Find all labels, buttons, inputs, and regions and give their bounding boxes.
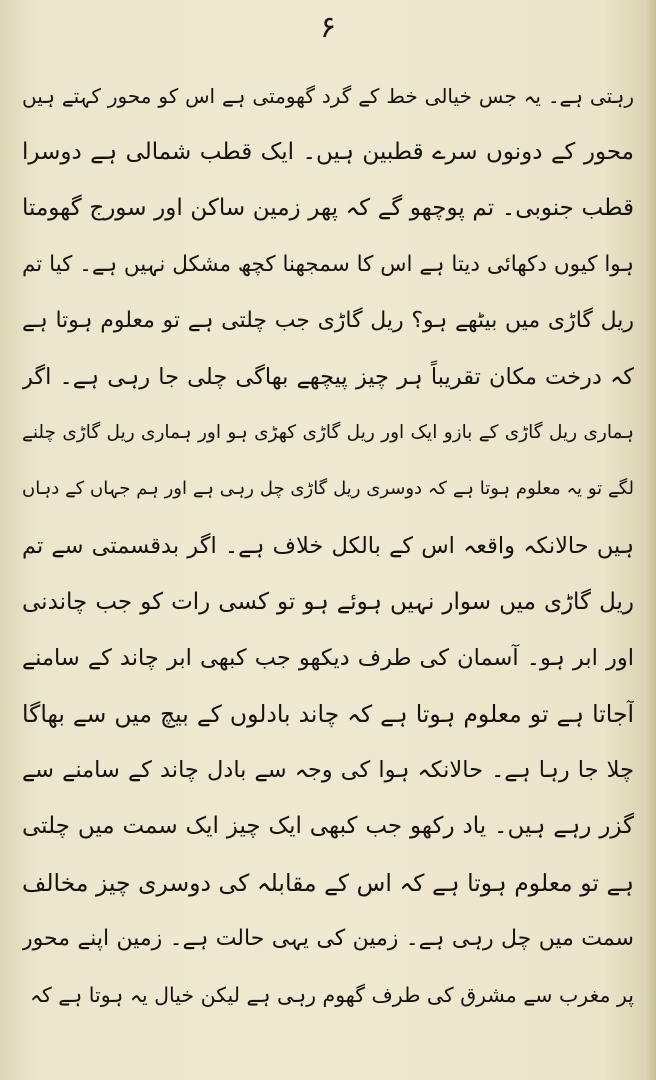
text-line: رہتی ہے۔ یہ جس خیالی خط کے گرد گھومتی ہے اس کو محور کہتے ہیں <box>22 84 634 108</box>
page-edge-shadow <box>646 0 656 1080</box>
text-line: محور کے دونوں سرے قطبین ہیں۔ ایک قطب شمالی ہے دوسرا <box>22 139 634 166</box>
text-line: ہماری ریل گاڑی کے بازو ایک اور ریل گاڑی کھڑی ہو اور ہماری ریل گاڑی چلنے <box>22 422 634 444</box>
text-line: ریل گاڑی میں بیٹھے ہو؟ ریل گاڑی جب چلتی ہے تو معلوم ہوتا ہے <box>22 307 634 333</box>
text-line: آجاتا ہے تو معلوم ہوتا ہے کہ چاند بادلوں کے بیچ میں سے بھاگا <box>22 700 634 729</box>
text-line: ہوا کیوں دکھائی دیتا ہے اس کا سمجھنا کچھ مشکل نہیں ہے۔ کیا تم <box>22 251 634 277</box>
text-line: سمت میں چل رہی ہے۔ زمین کی یہی حالت ہے۔ زمین اپنے محور <box>22 925 634 951</box>
body-text <box>22 68 634 1023</box>
text-line: ہے تو معلوم ہوتا ہے کہ اس کے مقابلہ کی دوسری چیز مخالف <box>22 868 634 897</box>
text-line: قطب جنوبی۔ تم پوچھو گے کہ پھر زمین ساکن اور سورج گھومتا <box>22 195 634 222</box>
text-line: کہ درخت مکان تقریباً ہر چیز پیچھے بھاگی چلی جا رہی ہے۔ اگر <box>22 363 634 390</box>
text-line: چلا جا رہا ہے۔ حالانکہ ہوا کی وجہ سے بادل چاند کے سامنے سے <box>22 757 634 784</box>
text-line: ہیں حالانکہ واقعہ اس کے بالکل خلاف ہے۔ اگر بدقسمتی سے تم <box>22 532 634 559</box>
page-number: ۶ <box>319 10 337 45</box>
text-line: پر مغرب سے مشرق کی طرف گھوم رہی ہے لیکن خیال یہ ہوتا ہے کہ <box>29 983 634 1007</box>
text-line: گزر رہے ہیں۔ یاد رکھو جب کبھی ایک چیز ایک سمت میں چلتی <box>22 813 634 840</box>
text-line: اور ابر ہو۔ آسمان کی طرف دیکھو جب کبھی ابر چاند کے سامنے <box>22 644 634 671</box>
text-line: لگے تو یہ معلوم ہوتا ہے کہ دوسری ریل گاڑی چل رہی ہے اور ہم جہاں کے دہاں <box>22 478 634 500</box>
text-line: ریل گاڑی میں سوار نہیں ہوئے ہو تو کسی رات کو جب چاندنی <box>22 588 634 615</box>
